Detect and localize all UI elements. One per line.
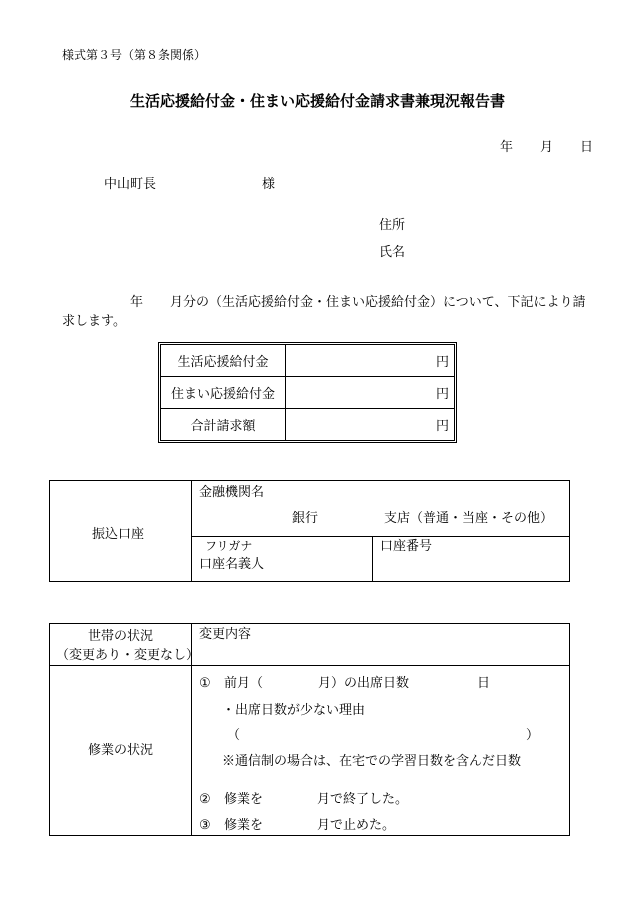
bank-account-table	[49, 480, 570, 582]
item3-marker: ③	[199, 818, 211, 833]
body-year: 年	[130, 295, 144, 310]
addressee-name: 中山町長	[104, 177, 157, 192]
amount-row	[161, 409, 454, 440]
amount-table	[158, 342, 457, 443]
item1-marker: ①	[199, 676, 211, 691]
item2-month: 月で終了した。	[317, 792, 409, 807]
branch-text: 支店（普通・当座・その他）	[384, 511, 554, 526]
amount-row-label: 合計請求額	[161, 409, 286, 440]
amount-row-label: 住まい応援給付金	[161, 377, 286, 408]
item1-month: 月）の出席日数	[318, 676, 410, 691]
addressee-honorific: 様	[262, 177, 276, 192]
holder-label: 口座名義人	[199, 557, 265, 572]
amount-row-label: 生活応援給付金	[161, 345, 286, 376]
amount-row	[161, 345, 454, 377]
document-title: 生活応援給付金・住まい応援給付金請求書兼現況報告書	[130, 92, 506, 110]
amount-row-unit: 円	[435, 355, 449, 370]
bank-section-label: 振込口座	[92, 527, 145, 542]
household-options: （変更あり・変更なし）	[56, 648, 200, 663]
item3-text: 修業を	[224, 818, 264, 833]
institution-label: 金融機関名	[199, 485, 265, 500]
item1-prev: 前月（	[224, 676, 264, 691]
status-table	[49, 623, 570, 836]
name-label: 氏名	[379, 245, 406, 260]
paren-close: ）	[526, 728, 540, 743]
amount-row-unit: 円	[435, 419, 449, 434]
item2-marker: ②	[199, 792, 211, 807]
correspondence-note: ※通信制の場合は、在宅での学習日数を含んだ日数	[222, 754, 522, 769]
table-divider	[191, 536, 569, 537]
table-divider	[50, 665, 569, 666]
bank-suffix: 銀行	[292, 511, 319, 526]
table-divider	[191, 481, 192, 581]
body-line2: 求します。	[62, 314, 126, 329]
reason-label: ・出席日数が少ない理由	[222, 703, 366, 718]
address-label: 住所	[379, 218, 406, 233]
item3-month: 月で止めた。	[317, 818, 396, 833]
paren-open: （	[227, 728, 241, 743]
amount-row	[161, 377, 454, 409]
item2-text: 修業を	[224, 792, 264, 807]
body-line1: 月分の（生活応援給付金・住まい応援給付金）について、下記により請	[170, 295, 586, 310]
table-divider	[372, 536, 373, 581]
furigana-label: フリガナ	[205, 539, 253, 553]
account-number-label: 口座番号	[380, 539, 433, 554]
date-day: 日	[580, 140, 594, 155]
item1-day: 日	[477, 676, 491, 691]
date-month: 月	[540, 140, 554, 155]
change-label: 変更内容	[199, 627, 252, 642]
date-year: 年	[500, 140, 514, 155]
study-label: 修業の状況	[88, 743, 154, 758]
household-label: 世帯の状況	[88, 629, 154, 644]
amount-row-unit: 円	[435, 387, 449, 402]
form-number: 様式第３号（第８条関係）	[62, 48, 207, 62]
